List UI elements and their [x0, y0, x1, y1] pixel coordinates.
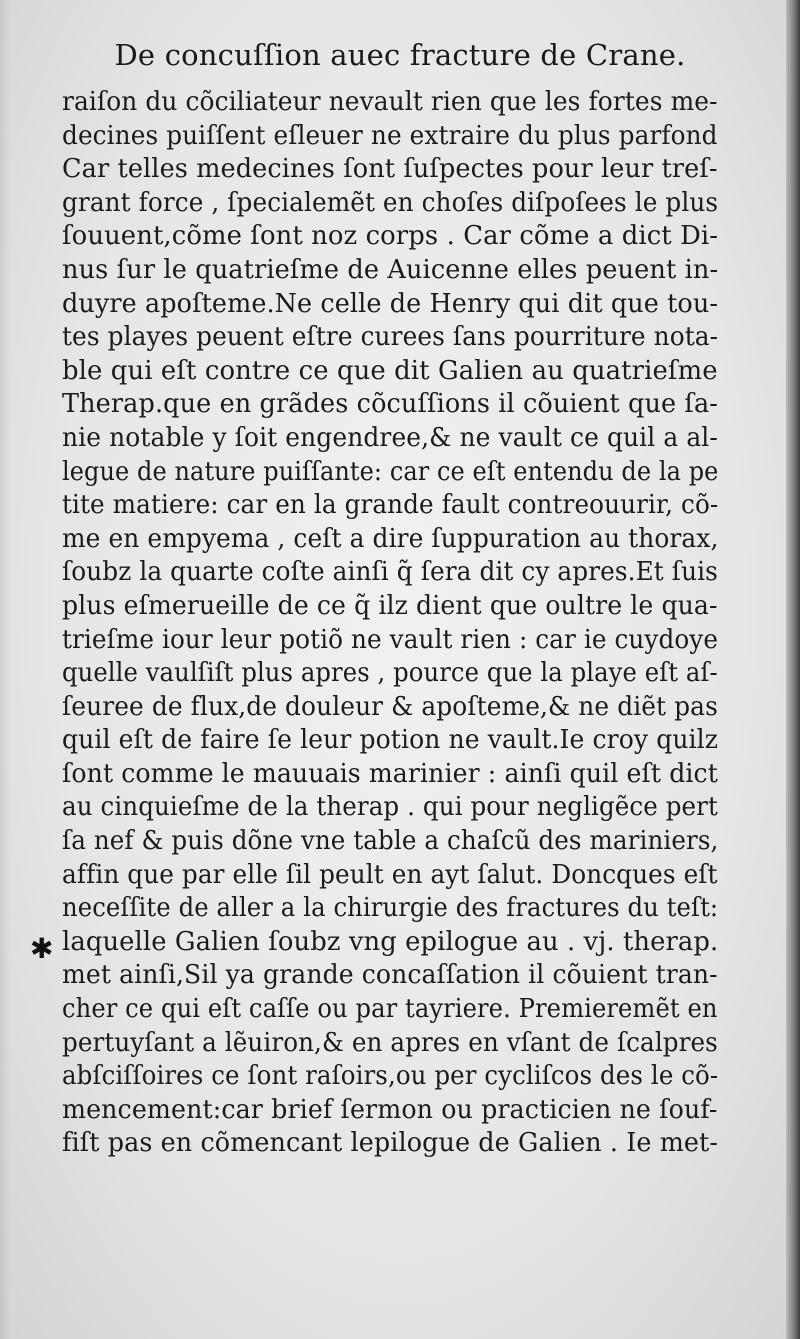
text-line: affin que par elle ſil peult en ayt ſalut. Doncques eſt	[62, 859, 718, 890]
text-line: me en empyema , ceſt a dire ſuppuration au thorax,	[62, 523, 719, 554]
text-line: ble qui eſt contre ce que dit Galien au quatrieſme	[62, 355, 718, 386]
text-line: decines puiſſent eſleuer ne extraire du plus parfond	[62, 120, 718, 151]
text-line: Car telles medecines ſont ſuſpectes pour leur treſ-	[62, 154, 718, 185]
text-line: laquelle Galien ſoubz vng epilogue au . vj. therap.	[62, 926, 719, 957]
text-line: nie notable y ſoit engendree,& ne vault ce quil a al-	[62, 422, 718, 453]
text-line: fiſt pas en cõmencant lepilogue de Galien . Ie met-	[62, 1128, 719, 1159]
text-line: tite matiere: car en la grande fault contreouurir, cõ-	[62, 490, 719, 521]
margin-asterisk-mark: ✱	[30, 932, 54, 965]
text-line: trieſme iour leur potiõ ne vault rien : car ie cuydoye	[62, 624, 719, 655]
text-line: au cinquieſme de la therap . qui pour negligẽce pert	[62, 792, 718, 823]
text-line: tes playes peuent eſtre curees ſans pourriture nota-	[62, 322, 719, 353]
running-header: De concuſſion auec fracture de Crane.	[114, 38, 686, 72]
text-line: ſoubz la quarte coſte ainſi q̃ ſera dit cy apres.Et ſuis	[62, 557, 718, 588]
text-line: quelle vaulſiſt plus apres , pource que la playe eſt aſ-	[62, 658, 718, 689]
page-edge	[786, 0, 800, 1339]
page-gutter-shadow	[0, 0, 10, 1339]
text-line: duyre apoſteme.Ne celle de Henry qui dit que tou-	[62, 288, 719, 319]
text-line: ſa nef & puis dõne vne table a chaſcũ des mariniers,	[62, 826, 719, 857]
text-line: neceſſite de aller a la chirurgie des fractures du teſt:	[62, 893, 719, 924]
text-line: ſeuree de flux,de douleur & apoſteme,& ne diẽt pas	[62, 691, 718, 722]
text-line: grant force , ſpecialemẽt en choſes diſpoſees le plus	[62, 187, 719, 218]
text-line: quil eſt de faire ſe leur potion ne vault.Ie croy quilz	[62, 725, 719, 756]
text-line: pertuyſant a lẽuiron,& en apres en vſant de ſcalpres	[62, 1027, 718, 1058]
text-line: mencement:car brief ſermon ou practicien ne ſouf-	[62, 1094, 718, 1125]
text-line: legue de nature puiſſante: car ce eſt entendu de la pe	[62, 456, 719, 487]
text-line: nus ſur le quatrieſme de Auicenne elles peuent in-	[62, 254, 719, 285]
text-line: ſouuent,cõme ſont noz corps . Car cõme a dict Di-	[62, 221, 719, 252]
text-line: Therap.que en grãdes cõcuſſions il cõuient que ſa-	[62, 389, 719, 420]
text-line: ſont comme le mauuais marinier : ainſi quil eſt dict	[62, 758, 718, 789]
body-text	[62, 86, 718, 1161]
text-line: cher ce qui eſt caſſe ou par tayriere. Premieremẽt en	[62, 994, 718, 1025]
text-line: raiſon du cõciliateur nevault rien que les fortes me-	[62, 87, 718, 117]
text-line: abſciſſoires ce ſont raſoirs,ou per cycliſcos des le cõ-	[62, 1061, 719, 1092]
text-line: met ainſi,Sil ya grande concaſſation il cõuient tran-	[62, 960, 718, 991]
text-line: plus eſmerueille de ce q̃ ilz dient que oultre le qua-	[62, 590, 718, 621]
